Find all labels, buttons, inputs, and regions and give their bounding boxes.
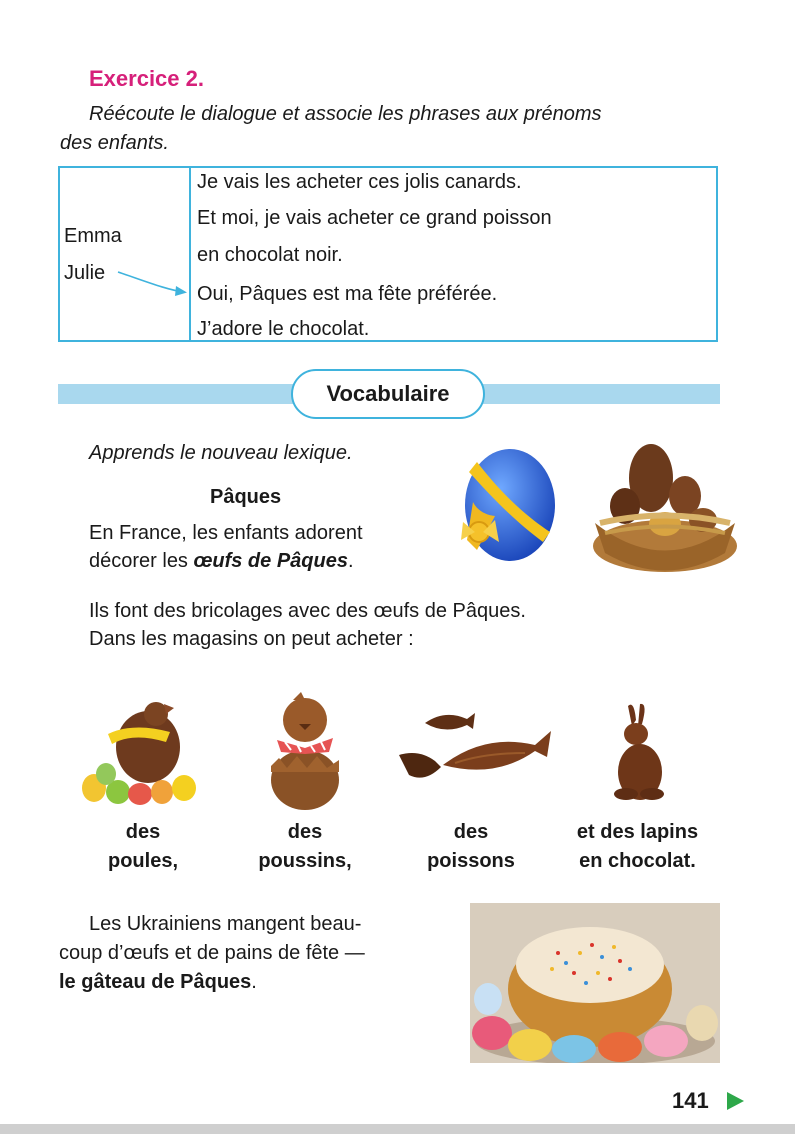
arrow-icon (112, 262, 192, 298)
vocab-text-1 (89, 519, 363, 575)
caption-hens-line2: poules, (107, 850, 178, 872)
caption-fish-line1: des (453, 821, 489, 843)
sentence-4: Oui, Pâques est ma fête préférée. (197, 283, 498, 305)
vocab-text-2 (89, 597, 526, 653)
instruction-line-2: des enfants. (60, 132, 169, 154)
ukraine-line-2: coup d’œufs et de pains de fête — (59, 942, 365, 964)
chocolate-rabbit-image (610, 700, 670, 805)
vocab-heading: Vocabulaire (291, 369, 485, 419)
vocab-instruction: Apprends le nouveau lexique. (89, 442, 353, 464)
egg-basket-image (585, 428, 745, 578)
caption-hens-line1: des (125, 821, 161, 843)
caption-chicks-line2: poussins, (258, 850, 352, 872)
page-number: 141 (672, 1088, 709, 1113)
table-divider (189, 166, 191, 342)
caption-rabbits-line1: et des lapins (576, 821, 699, 843)
decorated-egg-image (455, 440, 565, 565)
sentence-2: Et moi, je vais acheter ce grand poisson (197, 207, 552, 229)
sentence-3: en chocolat noir. (197, 244, 343, 266)
chocolate-hen-image (78, 692, 208, 807)
vocab-line-1: En France, les enfants adorent (89, 522, 363, 544)
caption-rabbits-line2: en chocolat. (579, 850, 696, 872)
oeufs-de-paques: œufs de Pâques (193, 550, 348, 572)
exercise-instruction (60, 100, 730, 158)
ukraine-paragraph (59, 910, 455, 997)
exercise-title: Exercice 2. (89, 66, 204, 91)
vocab-line-2-prefix: décorer les (89, 550, 194, 572)
chocolate-fish-image (395, 705, 555, 800)
name-julie: Julie (64, 262, 106, 284)
next-page-icon[interactable] (724, 1090, 746, 1112)
ukraine-line-1: Les Ukrainiens mangent beau- (89, 913, 362, 935)
caption-fish (406, 818, 536, 876)
bottom-bar (0, 1124, 795, 1134)
chocolate-chick-image (265, 688, 345, 813)
caption-fish-line2: poissons (427, 850, 515, 872)
caption-hens (78, 818, 208, 876)
easter-cake-image (470, 903, 720, 1063)
vocab-line-3: Ils font des bricolages avec des œufs de Pâques. (89, 600, 526, 622)
ukraine-end: . (251, 971, 257, 993)
sentence-1: Je vais les acheter ces jolis canards. (197, 171, 522, 193)
sentence-5: J’adore le chocolat. (197, 318, 370, 340)
caption-rabbits (560, 818, 715, 876)
vocab-line-2-suffix: . (347, 550, 354, 572)
gateau-de-paques: le gâteau de Pâques (59, 971, 252, 993)
name-emma: Emma (64, 225, 122, 247)
paques-title: Pâques (210, 486, 282, 508)
caption-chicks-line1: des (287, 821, 323, 843)
caption-chicks (240, 818, 370, 876)
vocab-line-4: Dans les magasins on peut acheter : (89, 628, 414, 650)
instruction-line-1: Réécoute le dialogue et associe les phrases aux prénoms (89, 103, 602, 125)
